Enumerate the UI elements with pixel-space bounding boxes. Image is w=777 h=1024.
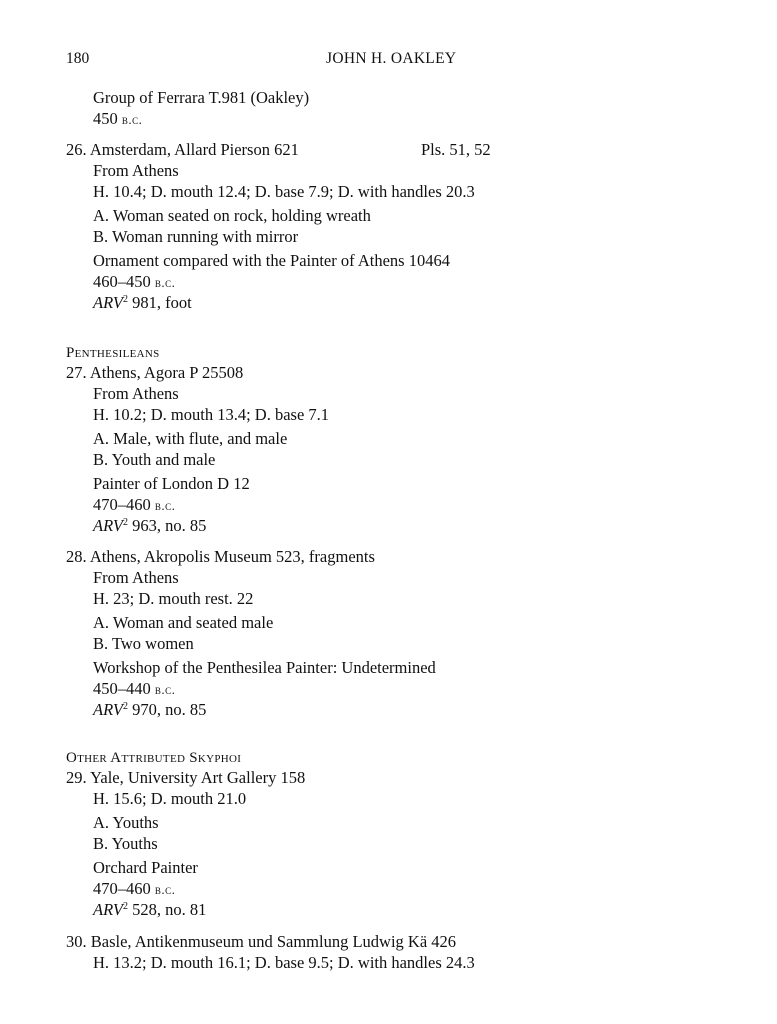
entry-title-text: 26. Amsterdam, Allard Pierson 621 <box>66 140 299 159</box>
reference-rest: 963, no. 85 <box>127 516 207 535</box>
entry-provenance: From Athens <box>93 568 179 587</box>
entry-date: 460–450 b.c. <box>93 272 176 291</box>
entry-dimensions: H. 10.4; D. mouth 12.4; D. base 7.9; D. with handles 20.3 <box>93 182 475 201</box>
entry-title: 30. Basle, Antikenmuseum und Sammlung Ludwig Kä 426 <box>66 932 457 951</box>
bc-era-label: b.c. <box>154 498 176 513</box>
entry-date: 450–440 b.c. <box>93 679 176 698</box>
entry-reference <box>93 900 206 920</box>
entry-title <box>66 140 666 160</box>
entry-side-b: B. Woman running with mirror <box>93 227 299 246</box>
bc-era-label: b.c. <box>154 275 176 290</box>
entry-title: 27. Athens, Agora P 25508 <box>66 363 244 382</box>
page-header <box>66 50 686 72</box>
bc-era-label: b.c. <box>154 882 176 897</box>
bc-era-label: b.c. <box>154 682 176 697</box>
entry-dimensions: H. 10.2; D. mouth 13.4; D. base 7.1 <box>93 405 330 424</box>
entry-reference <box>93 293 192 313</box>
section-heading-penthesileans: Penthesileans <box>66 345 160 361</box>
entry-provenance: From Athens <box>93 384 179 403</box>
entry-side-a: A. Woman seated on rock, holding wreath <box>93 206 371 225</box>
entry-reference <box>93 516 206 536</box>
entry-attribution: Ornament compared with the Painter of Athens 10464 <box>93 251 450 270</box>
entry-title: 29. Yale, University Art Gallery 158 <box>66 768 306 787</box>
entry-reference <box>93 700 206 720</box>
reference-sup: 2 <box>122 901 128 912</box>
entry-date: 470–460 b.c. <box>93 879 176 898</box>
intro-attribution: Group of Ferrara T.981 (Oakley) <box>93 88 310 107</box>
entry-dimensions: H. 15.6; D. mouth 21.0 <box>93 789 247 808</box>
reference-rest: 528, no. 81 <box>127 900 207 919</box>
entry-side-b: B. Youth and male <box>93 450 216 469</box>
reference-sup: 2 <box>122 701 128 712</box>
entry-provenance: From Athens <box>93 161 179 180</box>
running-head: JOHN H. OAKLEY <box>326 50 457 67</box>
bc-era-label: b.c. <box>121 112 143 127</box>
reference-abbr: ARV <box>93 900 123 919</box>
entry-plates: Pls. 51, 52 <box>421 140 491 159</box>
reference-abbr: ARV <box>93 700 123 719</box>
reference-abbr: ARV <box>93 293 123 312</box>
reference-abbr: ARV <box>93 516 123 535</box>
reference-sup: 2 <box>122 294 128 305</box>
entry-attribution: Painter of London D 12 <box>93 474 250 493</box>
section-heading-other-attributed-skyphoi: Other Attributed Skyphoi <box>66 750 242 766</box>
entry-side-b: B. Youths <box>93 834 158 853</box>
entry-dimensions: H. 23; D. mouth rest. 22 <box>93 589 254 608</box>
entry-side-a: A. Male, with flute, and male <box>93 429 288 448</box>
entry-attribution: Orchard Painter <box>93 858 198 877</box>
entry-side-a: A. Youths <box>93 813 159 832</box>
entry-attribution: Workshop of the Penthesilea Painter: Undetermined <box>93 658 436 677</box>
page-number: 180 <box>66 50 90 67</box>
entry-side-b: B. Two women <box>93 634 194 653</box>
entry-title: 28. Athens, Akropolis Museum 523, fragments <box>66 547 375 566</box>
entry-side-a: A. Woman and seated male <box>93 613 274 632</box>
reference-rest: 981, foot <box>127 293 192 312</box>
entry-date: 470–460 b.c. <box>93 495 176 514</box>
reference-rest: 970, no. 85 <box>127 700 207 719</box>
entry-dimensions: H. 13.2; D. mouth 16.1; D. base 9.5; D. with handles 24.3 <box>93 953 475 972</box>
intro-date: 450 b.c. <box>93 109 143 128</box>
reference-sup: 2 <box>122 517 128 528</box>
